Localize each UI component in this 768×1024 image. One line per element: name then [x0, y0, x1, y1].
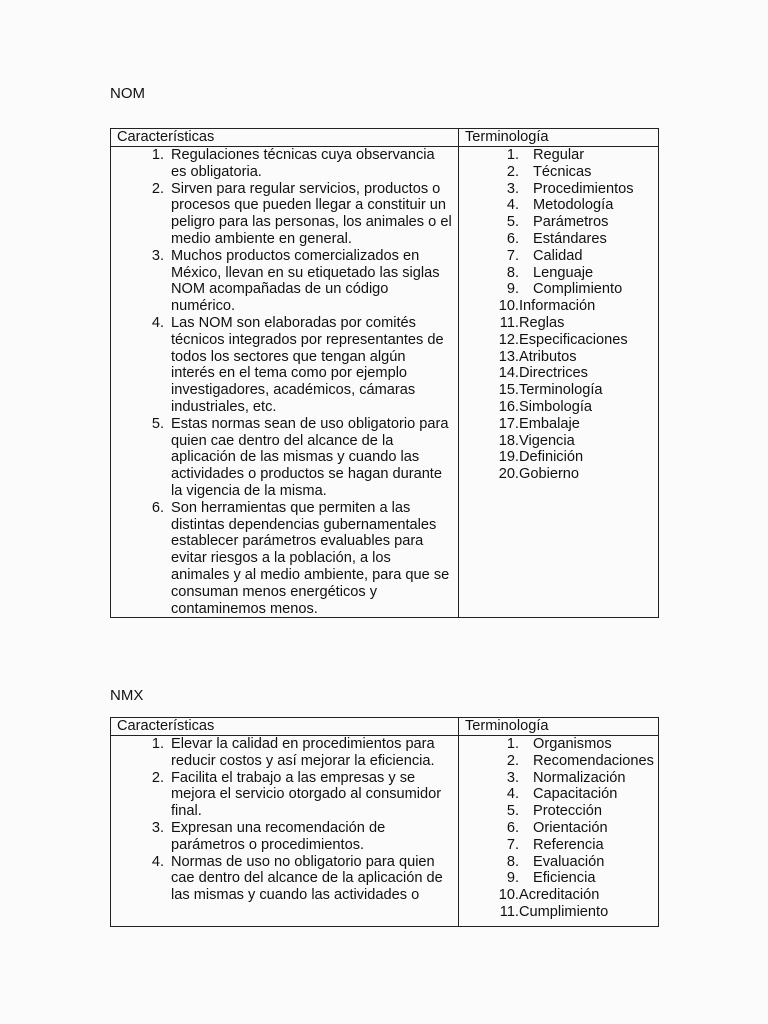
section-title-nom: NOM: [110, 85, 145, 102]
list-item: 10. Acreditación: [498, 887, 600, 904]
nmx-terms-list: [459, 736, 658, 921]
list-item: 6. Orientación: [506, 819, 608, 836]
list-item: 3. Procedimientos: [506, 180, 634, 197]
list-item: 5. Estas normas sean de uso obligatorio para quien cae dentro del alcance de la aplicación de las mismas y cuando las actividades o productos se hagan durante la vigencia de la misma.: [151, 415, 449, 499]
list-item: 6. Estándares: [506, 230, 607, 247]
list-item: 1. Elevar la calidad en procedimientos para reducir costos y así mejorar la eficiencia.: [151, 736, 435, 769]
list-item: 8. Evaluación: [506, 853, 605, 870]
list-item: 8. Lenguaje: [506, 264, 594, 281]
list-item: 1. Regular: [506, 147, 585, 163]
nmx-characteristics-cell: [111, 736, 459, 927]
list-item: 9. Eficiencia: [506, 870, 596, 887]
nmx-terms-cell: [459, 736, 659, 927]
list-item: 5. Protección: [506, 803, 602, 820]
list-item: 3. Normalización: [506, 769, 626, 786]
list-item: 2. Recomendaciones: [506, 752, 654, 769]
list-item: 2. Facilita el trabajo a las empresas y se mejora el servicio otorgado al consumidor final.: [151, 769, 442, 820]
nom-characteristics-cell: [111, 147, 459, 618]
list-item: 4. Las NOM son elaboradas por comités técnicos integrados por representantes de todos los sectores que tengan algún interés en el tema como por ejemplo investigadores, académicos, cámaras industriales, etc.: [151, 314, 444, 415]
list-item: 9. Complimiento: [506, 281, 623, 298]
list-item: 2. Técnicas: [506, 163, 592, 180]
list-item: 11. Cumplimiento: [499, 903, 609, 920]
nom-terms-list: [459, 147, 658, 483]
list-item: 3. Muchos productos comercializados en México, llevan en su etiquetado las siglas NOM acompañadas de un código numérico.: [151, 247, 440, 315]
nom-header-terminology: Terminología: [459, 129, 659, 147]
nom-header-characteristics: Características: [111, 129, 459, 147]
nmx-header-terminology: Terminología: [459, 718, 659, 736]
list-item: 19. Definición: [498, 449, 584, 466]
list-item: 2. Sirven para regular servicios, productos o procesos que pueden llegar a constituir un peligro para las personas, los animales o el medio ambiente en general.: [151, 180, 452, 247]
list-item: 6. Son herramientas que permiten a las distintas dependencias gubernamentales establecer parámetros evaluables para evitar riesgos a la población, a los animales y al medio ambiente, para que se consuman menos energéticos y contaminemos menos.: [151, 499, 450, 617]
list-item: 11. Reglas: [499, 314, 565, 331]
nom-table: [110, 128, 659, 618]
nom-characteristics-list: [111, 147, 458, 617]
nmx-characteristics-list: [111, 736, 458, 904]
list-item: 7. Referencia: [506, 836, 604, 853]
list-item: 4. Metodología: [506, 197, 614, 214]
list-item: 14. Directrices: [498, 365, 588, 382]
list-item: 1. Regulaciones técnicas cuya observancia es obligatoria.: [151, 147, 435, 180]
section-title-nmx: NMX: [110, 687, 144, 704]
nmx-table: [110, 717, 659, 927]
list-item: 10. Información: [498, 298, 596, 315]
list-item: 18. Vigencia: [498, 432, 575, 449]
list-item: 13. Atributos: [498, 348, 577, 365]
list-item: 4. Normas de uso no obligatorio para quien cae dentro del alcance de la aplicación de las mismas y cuando las actividades o: [151, 853, 443, 904]
list-item: 3. Expresan una recomendación de parámetros o procedimientos.: [151, 819, 386, 853]
list-item: 12. Especificaciones: [498, 331, 628, 348]
list-item: 7. Calidad: [506, 247, 583, 264]
list-item: 4. Capacitación: [506, 786, 618, 803]
list-item: 15. Terminología: [498, 382, 603, 399]
nom-terms-cell: [459, 147, 659, 618]
list-item: 17. Embalaje: [498, 415, 580, 432]
list-item: 5. Parámetros: [506, 214, 609, 231]
list-item: 1. Organismos: [506, 736, 612, 752]
list-item: 16. Simbología: [498, 398, 593, 415]
nmx-header-characteristics: Características: [111, 718, 459, 736]
list-item: 20. Gobierno: [498, 466, 580, 483]
